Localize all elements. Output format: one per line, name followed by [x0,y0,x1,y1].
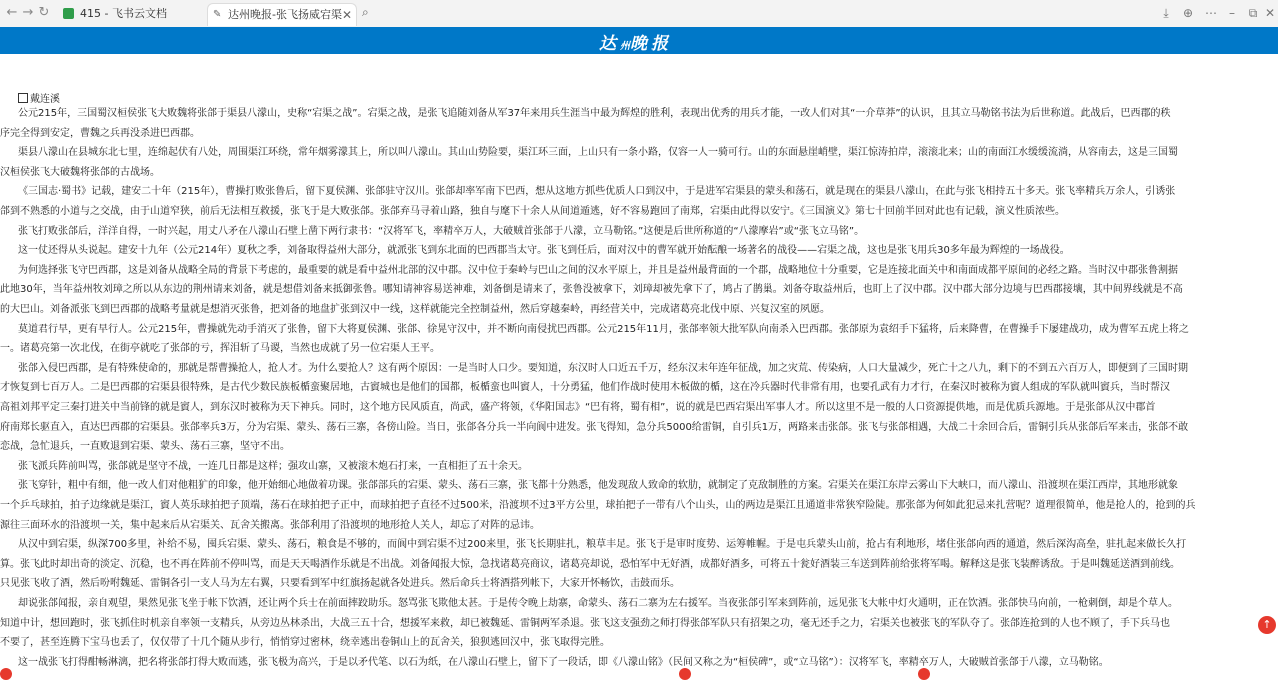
close-tab-icon[interactable]: ✕ [341,8,352,22]
paragraph-text: 这一战张飞打得酣畅淋漓，把名将张郃打得大败而逃，张飞极为高兴，于是以矛代笔、以石为纸，在八濛山石壁上，留下了一段话，即《八濛山铭》（民间又称之为“桓侯碑”，或“立马铭”）：汉将军飞，率精卒万人，大破贼首张郃于八濛，立马勒铭。 [18,656,1109,668]
scroll-to-top-button[interactable]: ↑ [1258,616,1276,634]
article-paragraph-line [0,418,1278,438]
paragraph-text: 算。张飞此时却出奇的淡定、沉稳，也不再在阵前不停叫骂，而是天天喝酒作乐就是不出战。刘备闻报大惊，急找诸葛亮商议，诸葛亮却说，恐怕军中无好酒，成都好酒多，可将五十瓮好酒装三车送到阵前给张将军喝。解释这是张飞装醉诱敌。于是叫魏延送酒到前线。 [0,558,1180,570]
article-paragraph-line [0,143,1278,163]
download-icon[interactable]: ⤓ [1163,6,1169,20]
feishu-favicon-icon [63,8,74,19]
paragraph-text: 张郃入侵巴西郡，是有特殊使命的，那就是帮曹操抢人，抢人才。为什么要抢人？这有两个原因：一是当时人口少。要知道，东汉时人口近五千万，经东汉末年连年征战，加之灾荒、传染病，人口大量减少，死亡十之八九，剩下的不到五六百万人，即便到了三国时期 [18,362,1188,374]
search-icon[interactable]: ⌕ [362,5,369,19]
article-paragraph-line [0,222,1278,242]
paragraph-text: 公元215年，三国蜀汉桓侯张飞大败魏将张郃于渠县八濛山，史称“宕渠之战”。宕渠之战，是张飞追随刘备从军37年来用兵生涯当中最为辉煌的胜利，表现出优秀的用兵才能，一改人们对其“一介草莽”的认识，且其立马勒铭书法为后世称道。此战后，巴西郡的秩 [18,108,1171,119]
browser-tab-bar [0,0,1278,28]
forward-icon[interactable]: → [22,5,34,20]
pen-favicon-icon: ✎ [213,9,222,20]
article-paragraph-line [0,359,1278,379]
newspaper-logo [599,29,672,54]
tab-label: 415 - 飞书云文档 [80,7,167,20]
subtitle-text: 戴连溪 [30,94,60,105]
tab-label: 达州晚报-张飞扬威宕渠 [228,8,342,21]
paragraph-text: 的大巴山。刘备派张飞到巴西郡的战略考量就是想消灭张鲁，把刘备的地盘扩张到汉中一线，这样就能完全控制益州，然后穿越秦岭，再经营关中，完成诸葛亮北伐中原、兴复汉室的夙愿。 [0,304,830,315]
article-paragraph-line [0,163,1278,183]
article-paragraph-line [0,437,1278,457]
paragraph-text: 此地30年，当年益州牧刘璋之所以从东边的荆州请来刘备，就是想借刘备来抵御张鲁。哪知请神容易送神难，刘备倒是请来了，张鲁没被拿下，刘璋却被先拿下了，鸠占了鹊巢。刘备夺取益州后，也盯上了汉中郡。汉中郡大部分边境与巴西郡接壤，其中间界线就是不高 [0,284,1183,296]
article-paragraph-line [0,555,1278,575]
paragraph-text: 张飞派兵阵前叫骂，张郃就是坚守不战，一连几日都是这样；强攻山寨，又被滚木炮石打来，一直相拒了五十余天。 [18,460,528,472]
paragraph-text: 这一仗还得从头说起。建安十九年（公元214年）夏秋之季，刘备取得益州大部分，就派张飞到东北面的巴西郡当太守。张飞到任后，面对汉中的曹军就开始酝酿一场著名的战役——宕渠之战，这也是张飞用兵30多年最为辉煌的一场战役。 [18,245,1070,257]
paragraph-text: 郃到不熟悉的小道与之交战，由于山道窄狭，前后无法相互救援，张飞于是大败张郃。张郃弃马寻着山路，独自与麾下十余人从间道遁逃，好不容易跑回了南郑，宕渠由此得以安宁。《三国演义》第七十回前半回对此也有记载，演义性质浓些。 [0,206,1065,217]
paragraph-text: 为何选择张飞守巴西郡，这是刘备从战略全局的背景下考虑的，最重要的就是看中益州北部的汉中郡。汉中位于秦岭与巴山之间的汉水平原上，并且是益州最背面的一个郡，战略地位十分重要，它是连接北面关中和南面成都平原间的必经之路。当时汉中郡张鲁割据 [18,264,1178,276]
newspaper-banner [0,27,1278,54]
paragraph-text: 序完全得到安定，曹魏之兵再没杀进巴西郡。 [0,127,200,139]
article-paragraph-line [0,614,1278,634]
floating-badge [679,668,691,680]
checkbox-icon [18,93,28,103]
article-paragraph-line [0,300,1278,320]
paragraph-text: 汉桓侯张飞大破魏将张郃的古战场。 [0,166,160,178]
logo-text: 晚报 [630,34,672,54]
floating-badge [0,668,12,680]
paragraph-text: 知道中计，想回跑时，张飞抓住时机亲自率领一支精兵，从旁边丛林杀出，大战三五十合，想援军来救，却已被魏延、雷铜两军杀退。张飞这支强劲之师打得张郃军队只有招架之功，毫无还手之力，宕渠关也被张飞的军队夺了。张郃连抢到的人也不顾了，手下兵马也 [0,617,1170,629]
more-icon[interactable]: ⋯ [1205,6,1217,20]
paragraph-text: 张飞穿针，粗中有细，他一改人们对他粗犷的印象，他开始细心地做着功课。张郃部兵的宕渠、蒙头、荡石三寨，张飞都十分熟悉，他发现敌人致命的软肋，就制定了克敌制胜的方案。宕渠关在渠江东岸云雾山下大峡口，而八濛山、沿渡坝在渠江西岸，其地形就象 [18,480,1178,492]
article-paragraph-line [0,280,1278,300]
paragraph-text: 源往三面环水的沿渡坝一关，集中起来后从宕渠关、瓦舍关搬离。张郃利用了沿渡坝的地形抢人关人，却忘了对阵的忌讳。 [0,519,540,531]
article-paragraph-line [0,574,1278,594]
article-paragraph-line [0,457,1278,477]
paragraph-text: 一个乒乓球拍，拍子边缘就是渠江，賨人英乐球拍把子顶端，荡石在球拍把子正中，而球拍把子直径不过500米，沿渡坝不过3平方公里，球拍把子一带有八个山头，山的两边是渠江且通道非常狭窄险陡。那张郃为何如此犯忌来扎营呢？道理很简单，他是抢人的，抢到的兵 [0,500,1196,511]
tab-dazhou-article[interactable] [207,3,357,26]
article-paragraph-line [0,241,1278,261]
paragraph-text: 一。诸葛亮第一次北伐，在街亭就吃了张郃的亏，挥泪斩了马谡，当然也成就了另一位宕渠人王平。 [0,343,440,355]
article-paragraph-line [0,182,1278,202]
paragraph-text: 高祖刘邦平定三秦打进关中当前锋的就是賨人，到东汉时被称为天下神兵。同时，这个地方民风质直，尚武，盛产将领，《华阳国志》“巴有将，蜀有相”，说的就是巴西宕渠出军事人才。所以这里不是一般的人口资源提供地，而是优质兵源地。于是张郃从汉中郡首 [0,402,1156,413]
paragraph-text: 莫道君行早，更有早行人。公元215年，曹操就先动手消灭了张鲁，留下大将夏侯渊、张郃、徐晃守汉中，并不断向南侵扰巴西郡。公元215年11月，张郃率领大批军队向南杀入巴西郡。张郃原为袁绍手下猛将，后来降曹，在曹操手下屡建战功，成为曹军五虎上将之 [18,323,1189,335]
article-paragraph-line [0,124,1278,144]
restore-icon[interactable]: ⧉ [1248,6,1258,20]
logo-char: 达 [599,34,620,54]
article-paragraph-line [0,378,1278,398]
globe-icon[interactable]: ⊕ [1182,6,1194,20]
article-paragraph-line [0,633,1278,653]
article-paragraph-line [0,594,1278,614]
paragraph-text: 不要了，甚至连腾下宝马也丢了，仅仅带了十几个随从步行，悄悄穿过密林，绕幸逃出卷铜山上的瓦舍关，狼狈逃回汉中，张飞取得完胜。 [0,637,610,649]
article-paragraph-line [0,261,1278,281]
article-paragraph-line [0,104,1278,124]
back-icon[interactable]: ← [6,5,18,20]
paragraph-text: 府南郑长驱直入，直达巴西郡的宕渠县。张郃率兵3万，分为宕渠、蒙头、荡石三寨，各傍山险。当日，张郃各分兵一半向阆中进发。张飞得知，急分兵5000给雷铜，自引兵1万，两路来击张郃。张飞与张郃相遇，大战二十余回合后，雷铜引兵从张郃后军来击，张郃不敢 [0,421,1189,433]
paragraph-text: 张飞打败张郃后，洋洋自得，一时兴起，用丈八矛在八濛山石壁上凿下两行隶书：“汉将军飞，率精卒万人，大破贼首张郃于八濛，立马勒铭。”这便是后世所称道的“八濛摩岩”或“张飞立马铭”。 [18,225,865,237]
article-paragraph-line [0,535,1278,555]
paragraph-text: 《三国志·蜀书》记载，建安二十年（215年），曹操打败张鲁后，留下夏侯渊、张郃驻守汉川。张郃却率军南下巴西，想从这地方抓些优质人口到汉中，于是进军宕渠县的蒙头和荡石，就是现在的渠县八濛山，在此与张飞相持五十多天。张飞率精兵万余人，引诱张 [18,186,1176,198]
article-paragraph-line [0,320,1278,340]
article-paragraph-line [0,476,1278,496]
logo-char-small: 州 [620,41,630,52]
article-paragraph-line [0,398,1278,418]
floating-badge [918,668,930,680]
article-paragraph-line [0,339,1278,359]
paragraph-text: 恋战，急忙退兵，一直败退到宕渠、蒙头、荡石三寨，坚守不出。 [0,441,290,453]
paragraph-text: 只见张飞收了酒，然后吩咐魏延、雷铜各引一支人马为左右翼，只要看到军中红旗扬起就各处进兵。然后命兵士将酒搭列帐下，大家开怀畅饮，击鼓而乐。 [0,578,680,590]
paragraph-text: 却说张郃闻报，亲自观望，果然见张飞坐于帐下饮酒，还让两个兵士在前面摔跤助乐。怒骂张飞欺他太甚。于是传令晚上劫寨，命蒙头、荡石二寨为左右援军。当夜张郃引军来到阵前，远见张飞大帐中灯火通明，正在饮酒。张郃快马向前，一枪刺倒，却是个草人。 [18,598,1178,609]
tab-feishu-doc[interactable] [58,3,198,25]
minimize-icon[interactable]: – [1229,6,1235,20]
article-paragraph-line [0,653,1278,673]
article-paragraph-line [0,496,1278,516]
paragraph-text: 从汉中到宕渠，纵深700多里，补给不易，囤兵宕渠、蒙头、荡石，粮食是不够的，而阆中到宕渠不过200来里，张飞长期驻扎，粮草丰足。张飞于是审时度势、运筹帷幄。于是屯兵蒙头山前，抢占有利地形，堵住张郃向西的通道，然后深沟高垒，驻扎起来做长久打 [18,539,1187,551]
paragraph-text: 渠县八濛山在县城东北七里，连绵起伏有八处，周围渠江环绕，常年烟雾濛其上，所以叫八濛山。其山山势险要，渠江环三面，上山只有一条小路，仅容一人一骑可行。山的东面悬崖峭壁，渠江惊涛拍岸，滚滚北来；山的南面江水缓缓流淌，从容南去，这是三国蜀 [18,147,1178,159]
paragraph-text: 才恢复到七百万人。二是巴西郡的宕渠县很特殊，是古代少数民族板楯蛮聚居地，古賨城也是他们的国都，板楯蛮也叫賨人，十分勇猛，他们作战时使用木板做的楯，这在冷兵器时代非常有用，也要孔武有力才行，在秦汉时被称为賨人组成的军队就叫賨兵，当时帮汉 [0,382,1170,394]
article-paragraph-line [0,516,1278,536]
article-paragraph-line [0,202,1278,222]
reload-icon[interactable]: ↻ [38,5,50,20]
close-window-icon[interactable]: ✕ [1264,6,1276,20]
